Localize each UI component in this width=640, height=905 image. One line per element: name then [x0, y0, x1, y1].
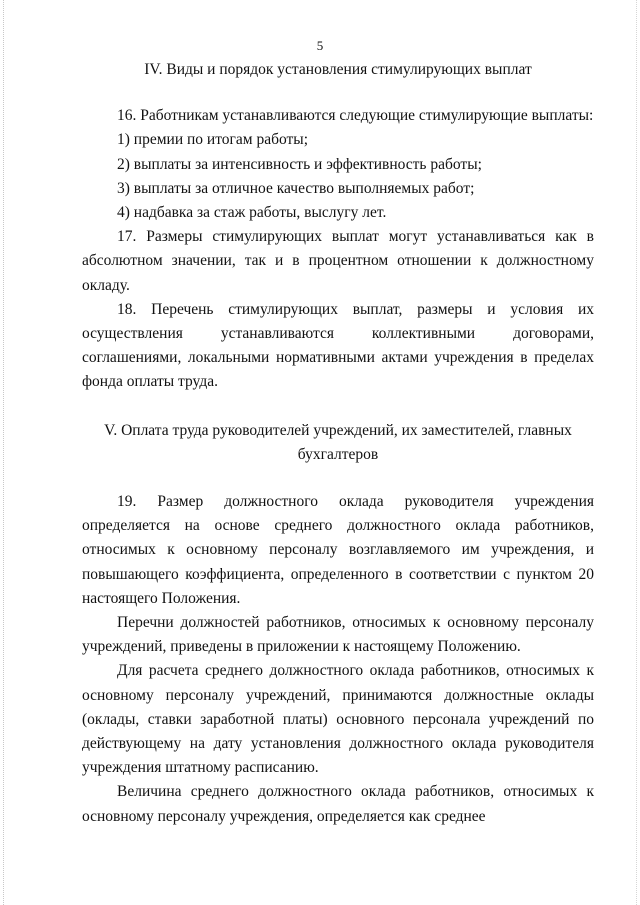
document-body — [82, 58, 594, 829]
list-item-1: 1) премии по итогам работы; — [117, 131, 308, 149]
paragraph-19: 19. Размер должностного оклада руководителя учреждения определяется на основе среднего должностного оклада работников, относимых к основному персоналу возглавляемого им учреждения, и повышающего коэффициента, определенного в соответствии с пунктом 20 настоящего Положения. — [82, 493, 594, 607]
paragraph-18: 18. Перечень стимулирующих выплат, размеры и условия их осуществления устанавливаются коллективными договорами, соглашениями, локальными нормативными актами учреждения в пределах фонда оплаты труда. — [82, 300, 594, 391]
page-number: 5 — [316, 38, 324, 53]
list-item-3: 3) выплаты за отличное качество выполняемых работ; — [117, 179, 475, 197]
scan-edge-right — [634, 0, 637, 905]
list-item-2: 2) выплаты за интенсивность и эффективность работы; — [117, 155, 482, 173]
section-iv-title: IV. Виды и порядок установления стимулирующих выплат — [144, 61, 532, 78]
scan-edge-left — [3, 0, 6, 905]
section-v-title: V. Оплата труда руководителей учреждений, их заместителей, главных бухгалтеров — [104, 421, 572, 463]
paragraph-average-calculation: Для расчета среднего должностного оклада работников, относимых к основному персоналу учреждений, принимаются должностные оклады (оклады, ставки заработной платы) основного персонала учреждений по действующему на дату установления должностного оклада руководителя учреждения штатному расписанию. — [82, 662, 594, 777]
paragraph-16: 16. Работникам устанавливаются следующие стимулирующие выплаты: — [117, 107, 594, 125]
paragraph-position-lists: Перечни должностей работников, относимых к основному персоналу учреждений, приведены в приложении к настоящему Положению. — [82, 614, 594, 656]
list-item-4: 4) надбавка за стаж работы, выслугу лет. — [117, 204, 387, 222]
paragraph-17: 17. Размеры стимулирующих выплат могут устанавливаться как в абсолютном значении, так и в процентном отношении к должностному окладу. — [82, 228, 594, 294]
paragraph-average-value: Величина среднего должностного оклада работников, относимых к основному персоналу учреждения, определяется как среднее — [82, 783, 594, 825]
